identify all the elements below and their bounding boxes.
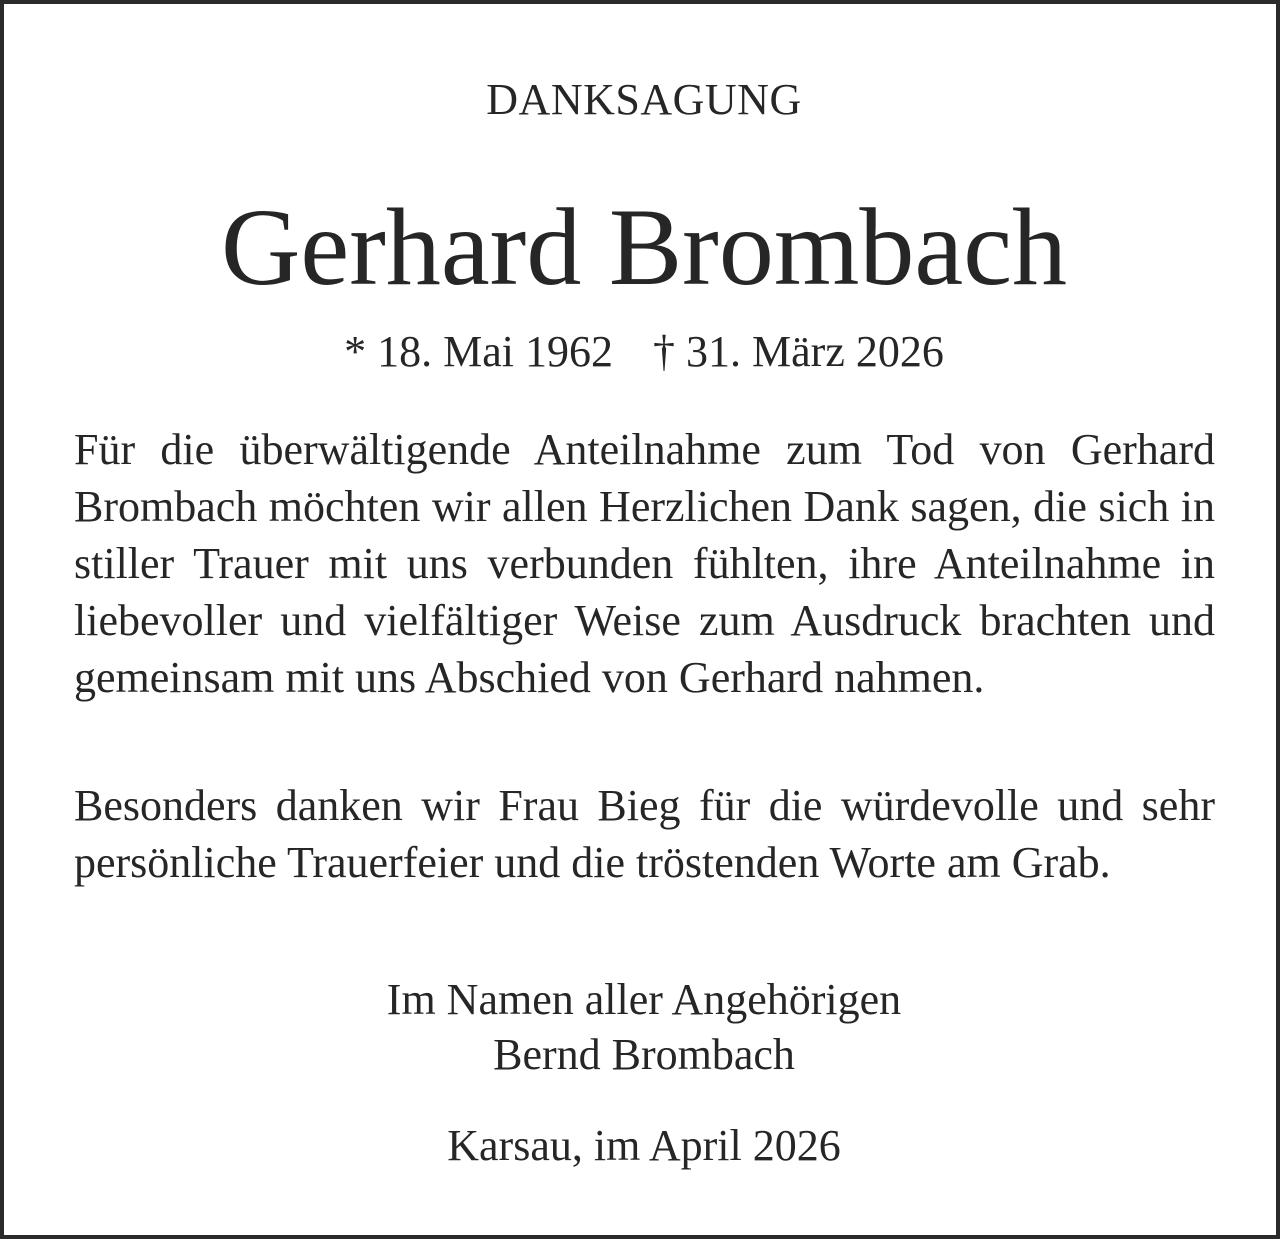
signature-line: Im Namen aller Angehörigen	[386, 975, 902, 1024]
signature-name: Bernd Brombach	[493, 1030, 795, 1079]
birth-date: * 18. Mai 1962	[344, 327, 614, 376]
special-thanks-paragraph: Besonders danken wir Frau Bieg für die würdevolle und sehr persönliche Trauerfeier und die tröstenden Worte am Grab.	[74, 781, 1215, 887]
notice-heading: DANKSAGUNG	[486, 75, 802, 124]
place-date: Karsau, im April 2026	[447, 1121, 841, 1170]
life-dates	[4, 322, 1280, 382]
deceased-name: Gerhard Brombach	[220, 186, 1068, 308]
thanks-paragraph: Für die überwältigende Anteilnahme zum Tod von Gerhard Brombach möchten wir allen Herzlichen Dank sagen, die sich in stiller Trauer mit uns verbunden fühlten, ihre Anteilnahme in liebevoller und vielfältiger Weise zum Ausdruck brachten und gemeinsam mit uns Abschied von Gerhard nahmen.	[74, 425, 1215, 702]
death-date: † 31. März 2026	[653, 327, 944, 376]
